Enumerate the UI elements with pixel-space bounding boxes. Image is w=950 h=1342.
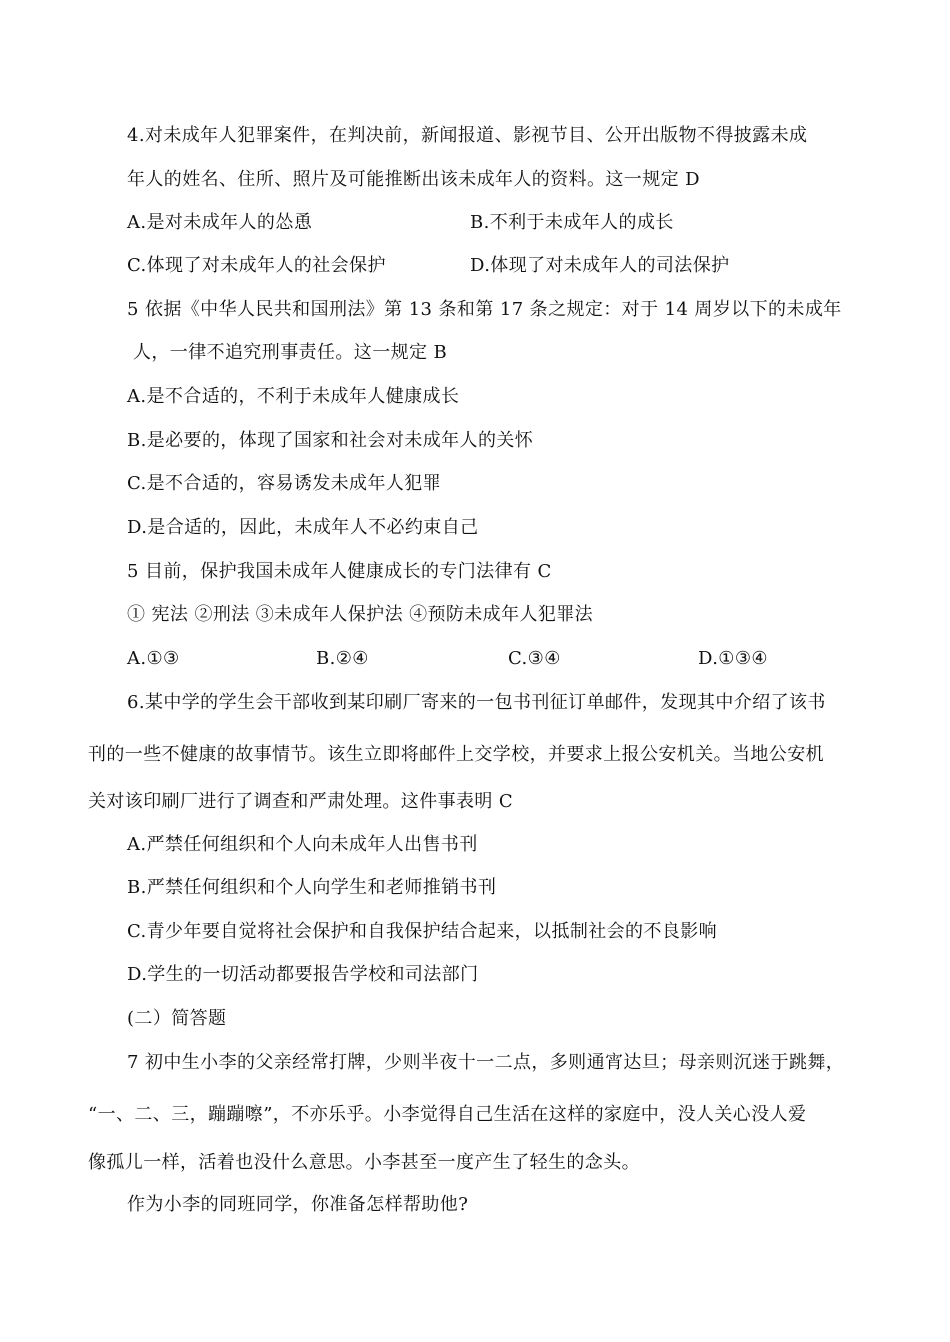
q5a-option-d: D.是合适的，因此，未成年人不必约束自己	[127, 517, 479, 538]
q7-stem-line-3: 像孤儿一样，活着也没什么意思。小李甚至一度产生了轻生的念头。	[88, 1152, 640, 1173]
q6-stem-line-2: 刊的一些不健康的故事情节。该生立即将邮件上交学校，并要求上报公安机关。当地公安机	[88, 744, 824, 765]
q5b-option-c: C.③④	[508, 648, 561, 669]
q7-stem-line-2: “一、二、三，蹦蹦嚓”，不亦乐乎。小李觉得自己生活在这样的家庭中，没人关心没人爱	[88, 1104, 807, 1125]
q4-option-a: A.是对未成年人的怂恿	[127, 212, 313, 233]
q4-stem-line-2: 年人的姓名、住所、照片及可能推断出该未成年人的资料。这一规定 D	[127, 169, 700, 190]
q5a-stem-line-1: 5 依据《中华人民共和国刑法》第 13 条和第 17 条之规定：对于 14 周岁以下的未成年	[127, 299, 842, 320]
q5a-option-c: C.是不合适的，容易诱发未成年人犯罪	[127, 473, 442, 494]
q4-option-b: B.不利于未成年人的成长	[470, 212, 674, 233]
q5a-stem-line-2: 人，一律不追究刑事责任。这一规定 B	[133, 342, 448, 363]
q5b-option-d: D.①③④	[698, 648, 768, 669]
q4-option-d: D.体现了对未成年人的司法保护	[470, 255, 730, 276]
q7-stem-line-1: 7 初中生小李的父亲经常打牌，少则半夜十一二点，多则通宵达旦；母亲则沉迷于跳舞，	[127, 1052, 845, 1073]
q6-option-a: A.严禁任何组织和个人向未成年人出售书刊	[127, 834, 478, 855]
q5b-option-b: B.②④	[316, 648, 369, 669]
q4-stem-line-1: 4.对未成年人犯罪案件，在判决前，新闻报道、影视节目、公开出版物不得披露未成	[127, 125, 808, 146]
q5a-option-b: B.是必要的，体现了国家和社会对未成年人的关怀	[127, 430, 534, 451]
q6-option-b: B.严禁任何组织和个人向学生和老师推销书刊	[127, 877, 497, 898]
q6-option-c: C.青少年要自觉将社会保护和自我保护结合起来，以抵制社会的不良影响	[127, 921, 718, 942]
q5b-items: ① 宪法 ②刑法 ③未成年人保护法 ④预防未成年人犯罪法	[127, 604, 594, 625]
q6-stem-line-3: 关对该印刷厂进行了调查和严肃处理。这件事表明 C	[88, 791, 514, 812]
q5b-option-a: A.①③	[127, 648, 180, 669]
q7-question: 作为小李的同班同学，你准备怎样帮助他?	[127, 1194, 469, 1215]
q5b-stem: 5 目前，保护我国未成年人健康成长的专门法律有 C	[127, 561, 552, 582]
q6-option-d: D.学生的一切活动都要报告学校和司法部门	[127, 964, 479, 985]
q4-option-c: C.体现了对未成年人的社会保护	[127, 255, 386, 276]
q6-stem-line-1: 6.某中学的学生会干部收到某印刷厂寄来的一包书刊征订单邮件，发现其中介绍了该书	[127, 692, 826, 713]
section-heading: (二）简答题	[127, 1008, 227, 1029]
q5a-option-a: A.是不合适的，不利于未成年人健康成长	[127, 386, 460, 407]
